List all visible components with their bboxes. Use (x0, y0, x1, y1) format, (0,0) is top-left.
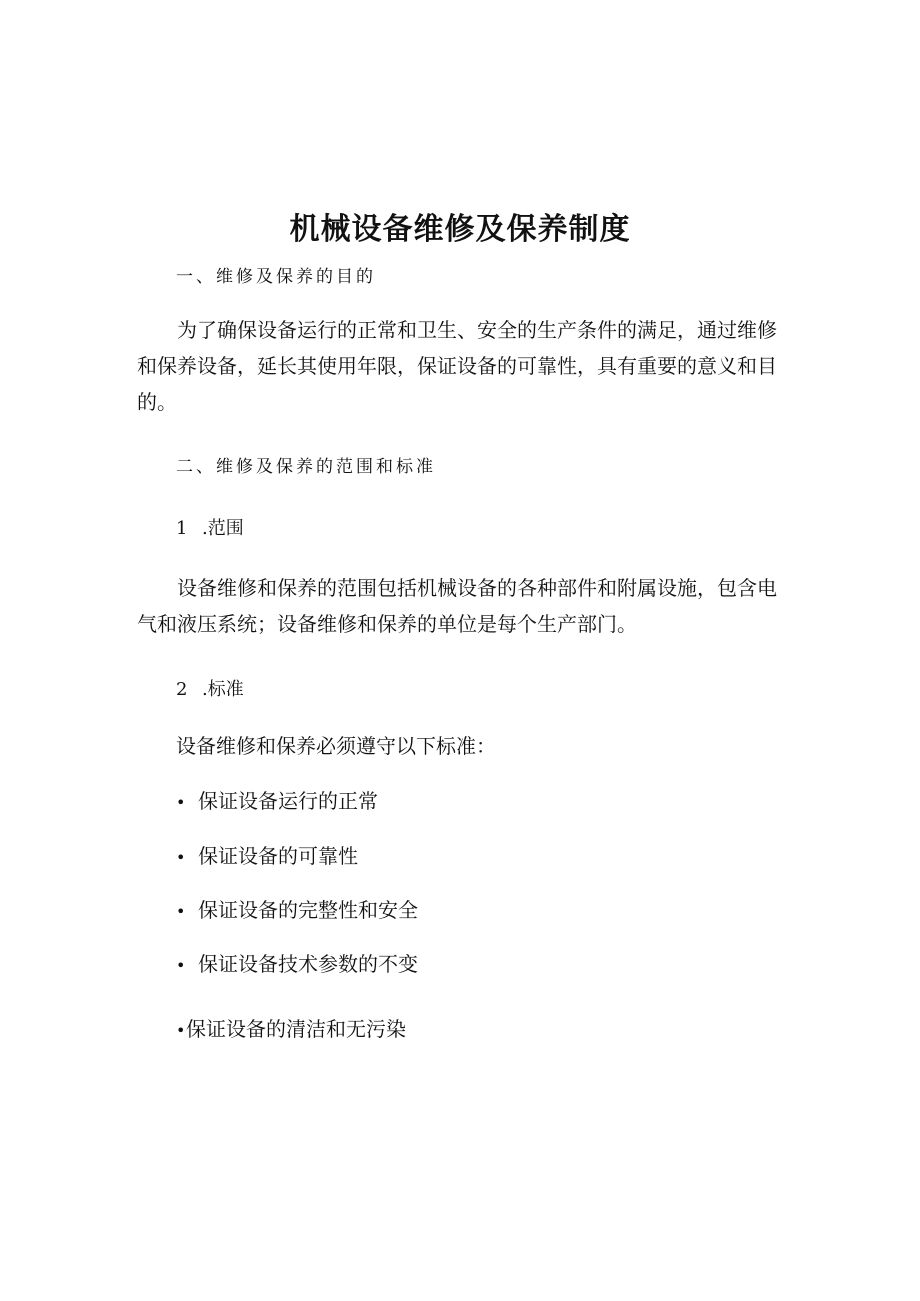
standard-intro: 设备维修和保养必须遵守以下标准： (176, 734, 496, 758)
list-item-text: 保证设备技术参数的不变 (198, 952, 418, 976)
document-title: 机械设备维修及保养制度 (289, 212, 631, 247)
section-heading-scope-standard: 二、维修及保养的范围和标准 (176, 457, 436, 477)
list-item (176, 895, 418, 927)
list-item-text: 保证设备的可靠性 (198, 844, 358, 868)
bullet-icon: • (176, 793, 186, 812)
subsection-number: 2 (176, 679, 188, 700)
list-item-text: 保证设备的完整性和安全 (198, 898, 418, 922)
list-item-text: 保证设备运行的正常 (198, 789, 378, 813)
bullet-icon: • (176, 902, 186, 921)
list-item (176, 1014, 406, 1046)
list-item-text: 保证设备的清洁和无污染 (186, 1017, 406, 1041)
bullet-icon: • (176, 848, 186, 867)
section-heading-purpose: 一、维修及保养的目的 (176, 267, 376, 287)
list-item (176, 786, 378, 818)
purpose-paragraph: 为了确保设备运行的正常和卫生、安全的生产条件的满足，通过维修和保养设备，延长其使用年限，保证设备的可靠性，具有重要的意义和目的。 (137, 318, 777, 414)
bullet-icon: • (176, 956, 186, 975)
subsection-heading-standard (176, 676, 244, 704)
bullet-icon: • (176, 1021, 186, 1040)
subsection-label: .范围 (202, 518, 244, 539)
list-item (176, 841, 358, 873)
subsection-label: .标准 (202, 679, 244, 700)
subsection-heading-scope (176, 515, 244, 543)
list-item (176, 949, 418, 981)
scope-paragraph: 设备维修和保养的范围包括机械设备的各种部件和附属设施，包含电气和液压系统；设备维修和保养的单位是每个生产部门。 (137, 576, 777, 636)
subsection-number: 1 (176, 518, 188, 539)
